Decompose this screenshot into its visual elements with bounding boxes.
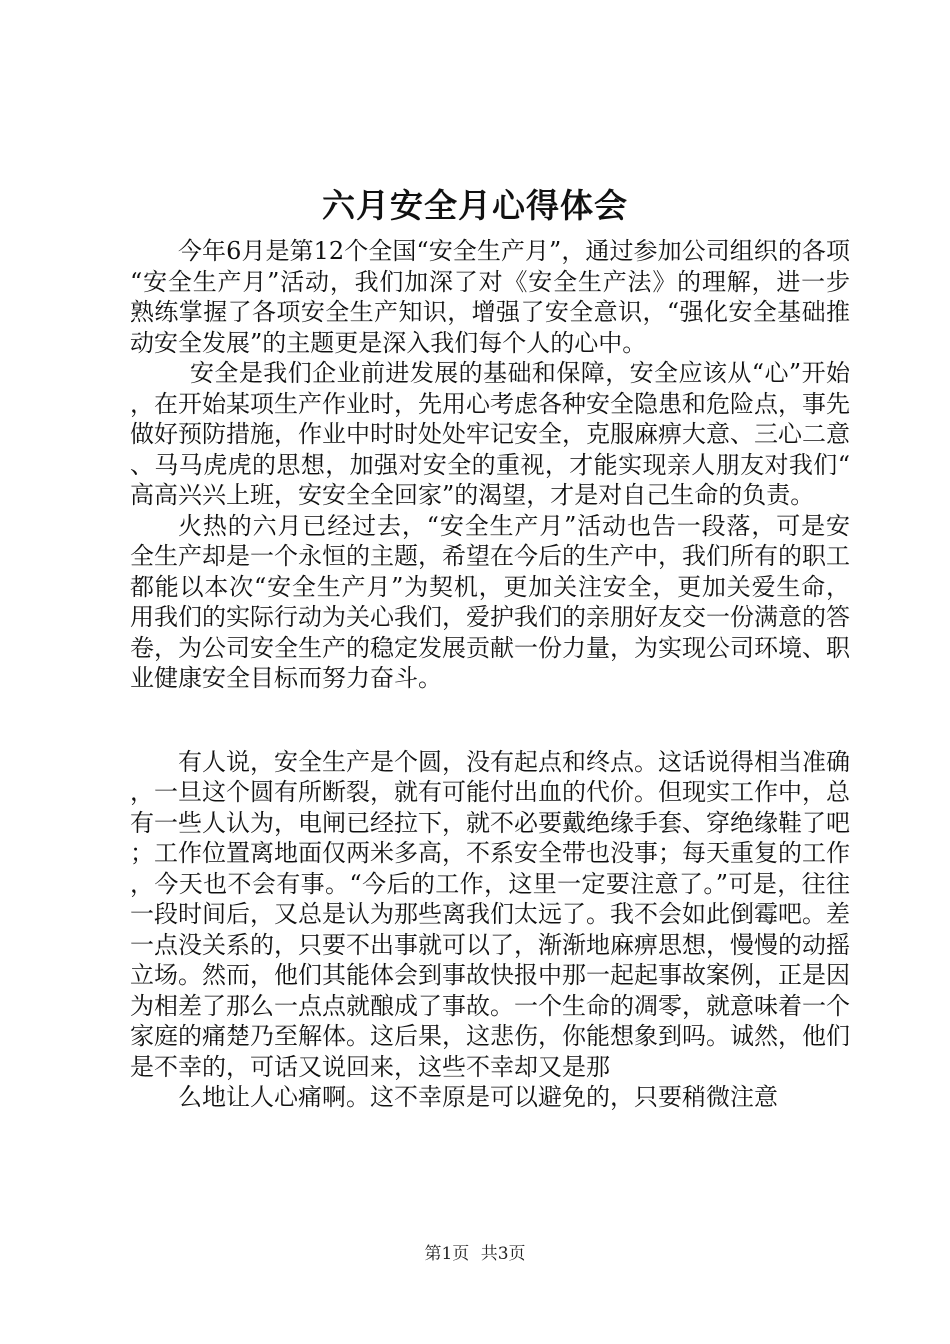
paragraph-2: 安全是我们企业前进发展的基础和保障，安全应该从“心”开始，在开始某项生产作业时，先用心考虑各种安全隐患和危险点，事先做好预防措施，作业中时时处处牢记安全，克服麻痹大意、三心二意、马马虎虎的思想，加强对安全的重视，才能实现亲人朋友对我们“高高兴兴上班，安安全全回家”的渴望，才是对自己生命的负责。 [130,359,850,509]
paragraph-spacer [130,694,850,747]
paragraph-1: 今年6月是第12个全国“安全生产月”，通过参加公司组织的各项“安全生产月”活动，我们加深了对《安全生产法》的理解，进一步熟练掌握了各项安全生产知识，增强了安全意识，“强化安全基础推动安全发展”的主题更是深入我们每个人的心中。 [130,237,850,357]
page-total: 共3页 [480,1244,526,1264]
document-title: 六月安全月心得体会 [322,186,628,225]
paragraph-4: 有人说，安全生产是个圆，没有起点和终点。这话说得相当准确，一旦这个圆有所断裂，就有可能付出血的代价。但现实工作中，总有一些人认为，电闸已经拉下，就不必要戴绝缘手套、穿绝缘鞋了吧；工作位置离地面仅两米多高，不系安全带也没事；每天重复的工作，今天也不会有事。“今后的工作，这里一定要注意了。”可是，往往一段时间后，又总是认为那些离我们太远了。我不会如此倒霉吧。差一点没关系的，只要不出事就可以了，渐渐地麻痹思想，慢慢的动摇立场。然而，他们其能体会到事故快报中那一起起事故案例，正是因为相差了那么一点点就酿成了事故。一个生命的凋零，就意味着一个家庭的痛楚乃至解体。这后果，这悲伤，你能想象到吗。诚然，他们是不幸的，可话又说回来，这些不幸却又是那 [130,747,850,1081]
page-number: 第1页 [424,1244,470,1264]
document-body [130,236,850,1113]
page-footer [0,1242,950,1266]
paragraph-5: 么地让人心痛啊。这不幸原是可以避免的，只要稍微注意 [178,1083,778,1111]
paragraph-3: 火热的六月已经过去，“安全生产月”活动也告一段落，可是安全生产却是一个永恒的主题，希望在今后的生产中，我们所有的职工都能以本次“安全生产月”为契机，更加关注安全，更加关爱生命，用我们的实际行动为关心我们，爱护我们的亲朋好友交一份满意的答卷，为公司安全生产的稳定发展贡献一份力量，为实现公司环境、职业健康安全目标而努力奋斗。 [130,511,850,692]
